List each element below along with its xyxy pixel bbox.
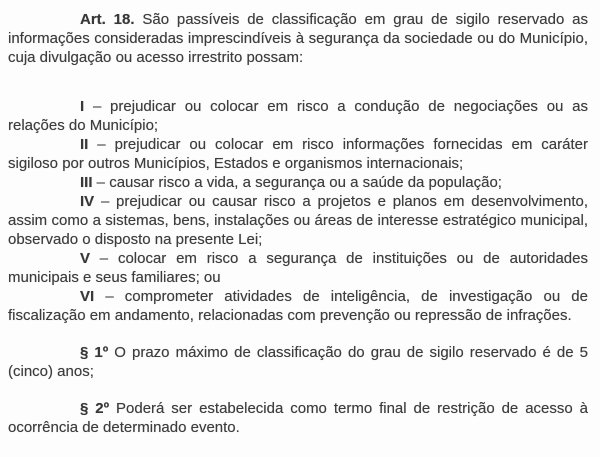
paragraph-2-text: Poderá ser estabelecida como termo final de restrição de acesso à ocorrência de determinado evento.	[8, 400, 588, 436]
item-II-numeral: II	[80, 136, 89, 153]
item-I	[8, 97, 588, 135]
paragraph-1	[8, 343, 588, 381]
item-III-numeral: III	[80, 174, 93, 191]
paragraph-2-label: § 2º	[80, 400, 110, 417]
item-V-text: – colocar em risco a segurança de instituições ou de autoridades municipais e seus familiares; ou	[8, 250, 588, 286]
item-II-text: – prejudicar ou colocar em risco informações fornecidas em caráter sigiloso por outros Municípios, Estados e organismos internacionais;	[8, 136, 588, 172]
item-IV	[8, 192, 588, 249]
item-I-text: – prejudicar ou colocar em risco a condução de negociações ou as relações do Município;	[8, 98, 588, 134]
item-V-numeral: V	[80, 250, 91, 267]
article-text: São passíveis de classificação em grau de sigilo reservado as informações consideradas imprescindíveis à segurança da sociedade ou do Município, cuja divulgação ou acesso irrestrito possam:	[8, 11, 588, 66]
paragraph-2	[8, 399, 588, 437]
item-III-text: – causar risco a vida, a segurança ou a saúde da população;	[92, 174, 502, 191]
article-18-paragraph	[8, 10, 588, 67]
item-IV-numeral: IV	[80, 193, 95, 210]
item-VI-text: – comprometer atividades de inteligência, de investigação ou de fiscalização em andamento, relacionadas com prevenção ou repressão de infrações.	[8, 288, 588, 324]
paragraph-1-text: O prazo máximo de classificação do grau de sigilo reservado é de 5 (cinco) anos;	[8, 344, 588, 380]
item-II	[8, 135, 588, 173]
article-items-list	[8, 97, 588, 325]
item-V	[8, 249, 588, 287]
paragraph-1-label: § 1º	[80, 344, 109, 361]
article-label: Art. 18.	[80, 11, 135, 28]
item-IV-text: – prejudicar ou causar risco a projetos e planos em desenvolvimento, assim como a sistemas, bens, instalações ou áreas de interesse estratégico municipal, observado o disposto na presente Lei;	[8, 193, 588, 248]
item-III	[8, 173, 588, 192]
item-VI	[8, 287, 588, 325]
item-I-numeral: I	[80, 98, 85, 115]
item-VI-numeral: VI	[80, 288, 95, 305]
